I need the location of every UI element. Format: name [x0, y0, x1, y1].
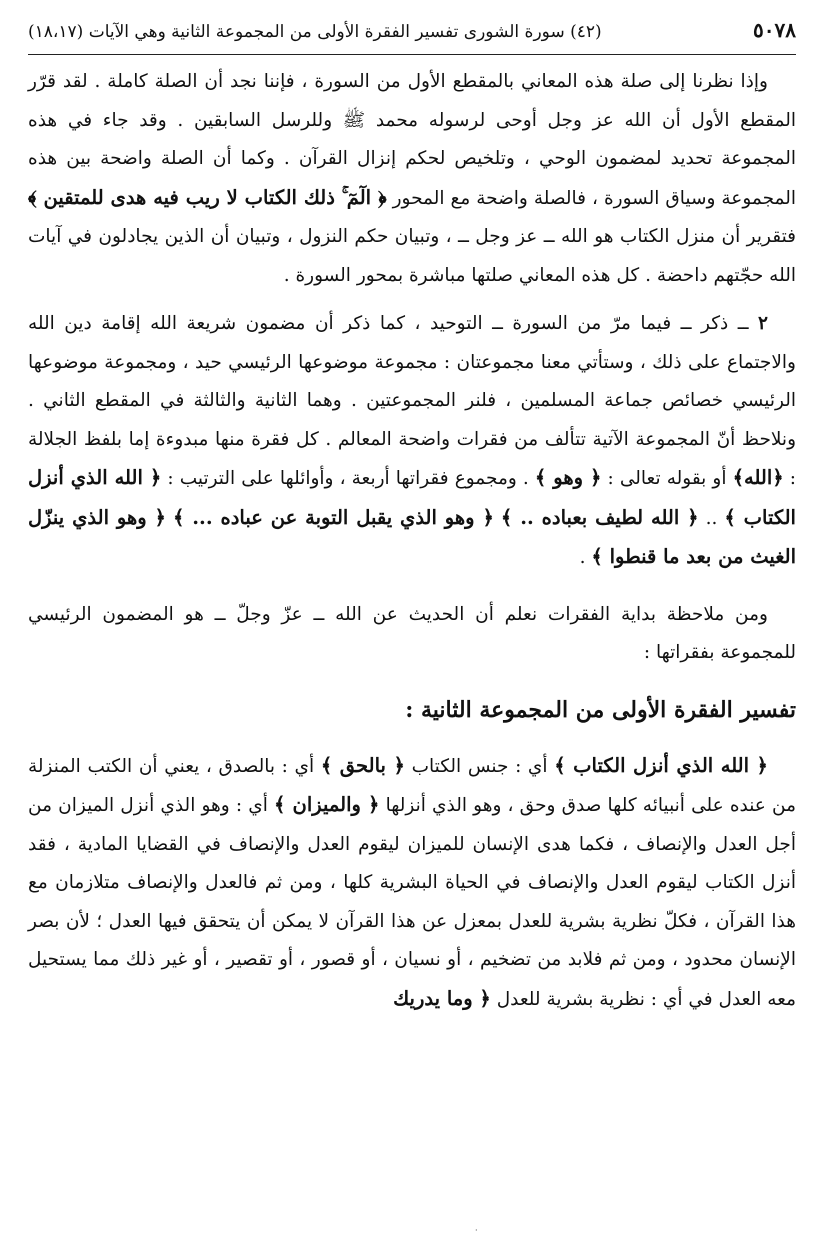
spacer — [28, 578, 796, 596]
paragraph-2-text-c: . ومجموع فقراتها أربعة ، وأوائلها على الترتيب : — [167, 468, 529, 489]
paragraph-2 — [28, 305, 796, 578]
quran-quote: ﴿ وهو الذي ينزّل الغيث من بعد ما قنطوا ﴾ — [28, 505, 796, 568]
quran-quote: ﴿الله﴾ — [732, 466, 784, 489]
quran-quote: ﴿ والميزان ﴾ — [274, 793, 380, 816]
spacer — [28, 737, 796, 747]
paragraph-2-text-b: أو بقوله تعالى : — [607, 468, 727, 489]
paragraph-4-text-c: أي : وهو الذي أنزل الميزان من أجل العدل والإنصاف ، فكما هدى الإنسان للميزان ليقوم العدل والإنصاف في القضايا المادية ، فقد أنزل الكتاب ليقوم العدل والإنصاف في الحياة البشرية كلها ، ومن ثم فالعدل والإنصاف متلازمان مع هذا القرآن ، فكلّ نظرية بشرية للعدل بمعزل عن هذا القرآن لا يمكن أن يتحقق فيها العدل ؛ لأن بصر الإنسان محدود ، ومن ثم فلابد من تضخيم ، أو نسيان ، أو قصور ، أو تقصير ، أو غير ذلك مما يستحيل معه العدل في أي : نظرية بشرية للعدل — [28, 795, 796, 1010]
quran-quote: ﴿ الله لطيف بعباده .. ﴾ — [500, 505, 699, 529]
paragraph-3: ومن ملاحظة بداية الفقرات نعلم أن الحديث عن الله ــ عزّ وجلّ ــ هو المضمون الرئيسي للمجموعة بفقراتها : — [28, 603, 796, 663]
section-heading: تفسير الفقرة الأولى من المجموعة الثانية : — [405, 696, 796, 723]
paragraph-1-end: فتقرير أن منزل الكتاب هو الله ــ عز وجل ــ ، وتبيان حكم النزول ، وتبيان أن الذين يجادلون في آيات الله حجّتهم داحضة . كل هذه المعاني صلتها مباشرة بمحور السورة . — [28, 226, 796, 286]
quran-quote: ﴿ وهو ﴾ — [534, 466, 602, 489]
spacer — [28, 295, 796, 305]
paragraph-2-end: . — [579, 547, 586, 568]
header-rule — [28, 54, 796, 55]
paragraph-1-text: وإذا نظرنا إلى صلة هذه المعاني بالمقطع الأول من السورة ، فإننا نجد أن الصلة كاملة . لقد قرّر المقطع الأول أن الله عز وجل أوحى لرسوله محمد ﷺ وللرسل السابقين . وقد جاء في هذه المجموعة تحديد لمضمون الوحي ، وتلخيص لحكم إنزال القرآن . وكما أن الصلة واضحة بين هذه المجموعة وسياق السورة ، فالصلة واضحة مع المحور — [28, 71, 796, 209]
point-number: ٢ — [758, 313, 768, 334]
quran-quote: ﴿ وهو الذي يقبل التوبة عن عباده ... ﴾ — [172, 505, 494, 529]
footer-mark: · — [475, 1226, 478, 1235]
separator-dots: .. — [705, 507, 718, 529]
book-page — [28, 18, 796, 1218]
paragraph-2-text-a: ــ ذكر ــ فيما مرّ من السورة ــ التوحيد ، كما ذكر أن مضمون شريعة الله إقامة دين الله والاجتماع على ذلك ، وستأتي معنا مجموعتان : مجموعة موضوعها الرئيسي حيد ، ومجموعة موضوعها الرئيسي خصائص جماعة المسلمين ، فلنر المجموعتين . وهما الثانية والثالثة في المقطع الثاني . ونلاحظ أنّ المجموعة الآتية تتألف من فقرات واضحة المعالم . كل فقرة منها مبدوءة إما بلفظ الجلالة : — [28, 313, 797, 489]
quran-quote: ﴿ بالحق ﴾ — [320, 753, 405, 777]
quran-quote: ﴿ الله الذي أنزل الكتاب ﴾ — [554, 753, 768, 777]
quran-quote: ﴿ الله الذي أنزل الكتاب ﴾ — [28, 466, 796, 529]
quran-quote: ﴿ وما يدريك — [393, 986, 491, 1010]
page-header — [28, 18, 796, 52]
paragraph-4-text-a: أي : جنس الكتاب — [411, 755, 548, 777]
quran-quote: ﴿ الٓمٓ ۚ ذلك الكتاب لا ريب فيه هدى للمتقين ﴾ — [28, 185, 387, 209]
page-number: ٥٠٧٨ — [753, 18, 796, 42]
paragraph-4 — [28, 747, 796, 1020]
paragraph-4-text-b: أي : بالصدق ، يعني أن الكتب المنزلة من عنده على أنبيائه كلها صدق وحق ، وهو الذي أنزلها — [28, 755, 796, 816]
spacer — [28, 673, 796, 683]
running-title: (٤٢) سورة الشورى تفسير الفقرة الأولى من المجموعة الثانية وهي الآيات (١٨،١٧) — [28, 22, 602, 42]
paragraph-1 — [28, 63, 796, 295]
